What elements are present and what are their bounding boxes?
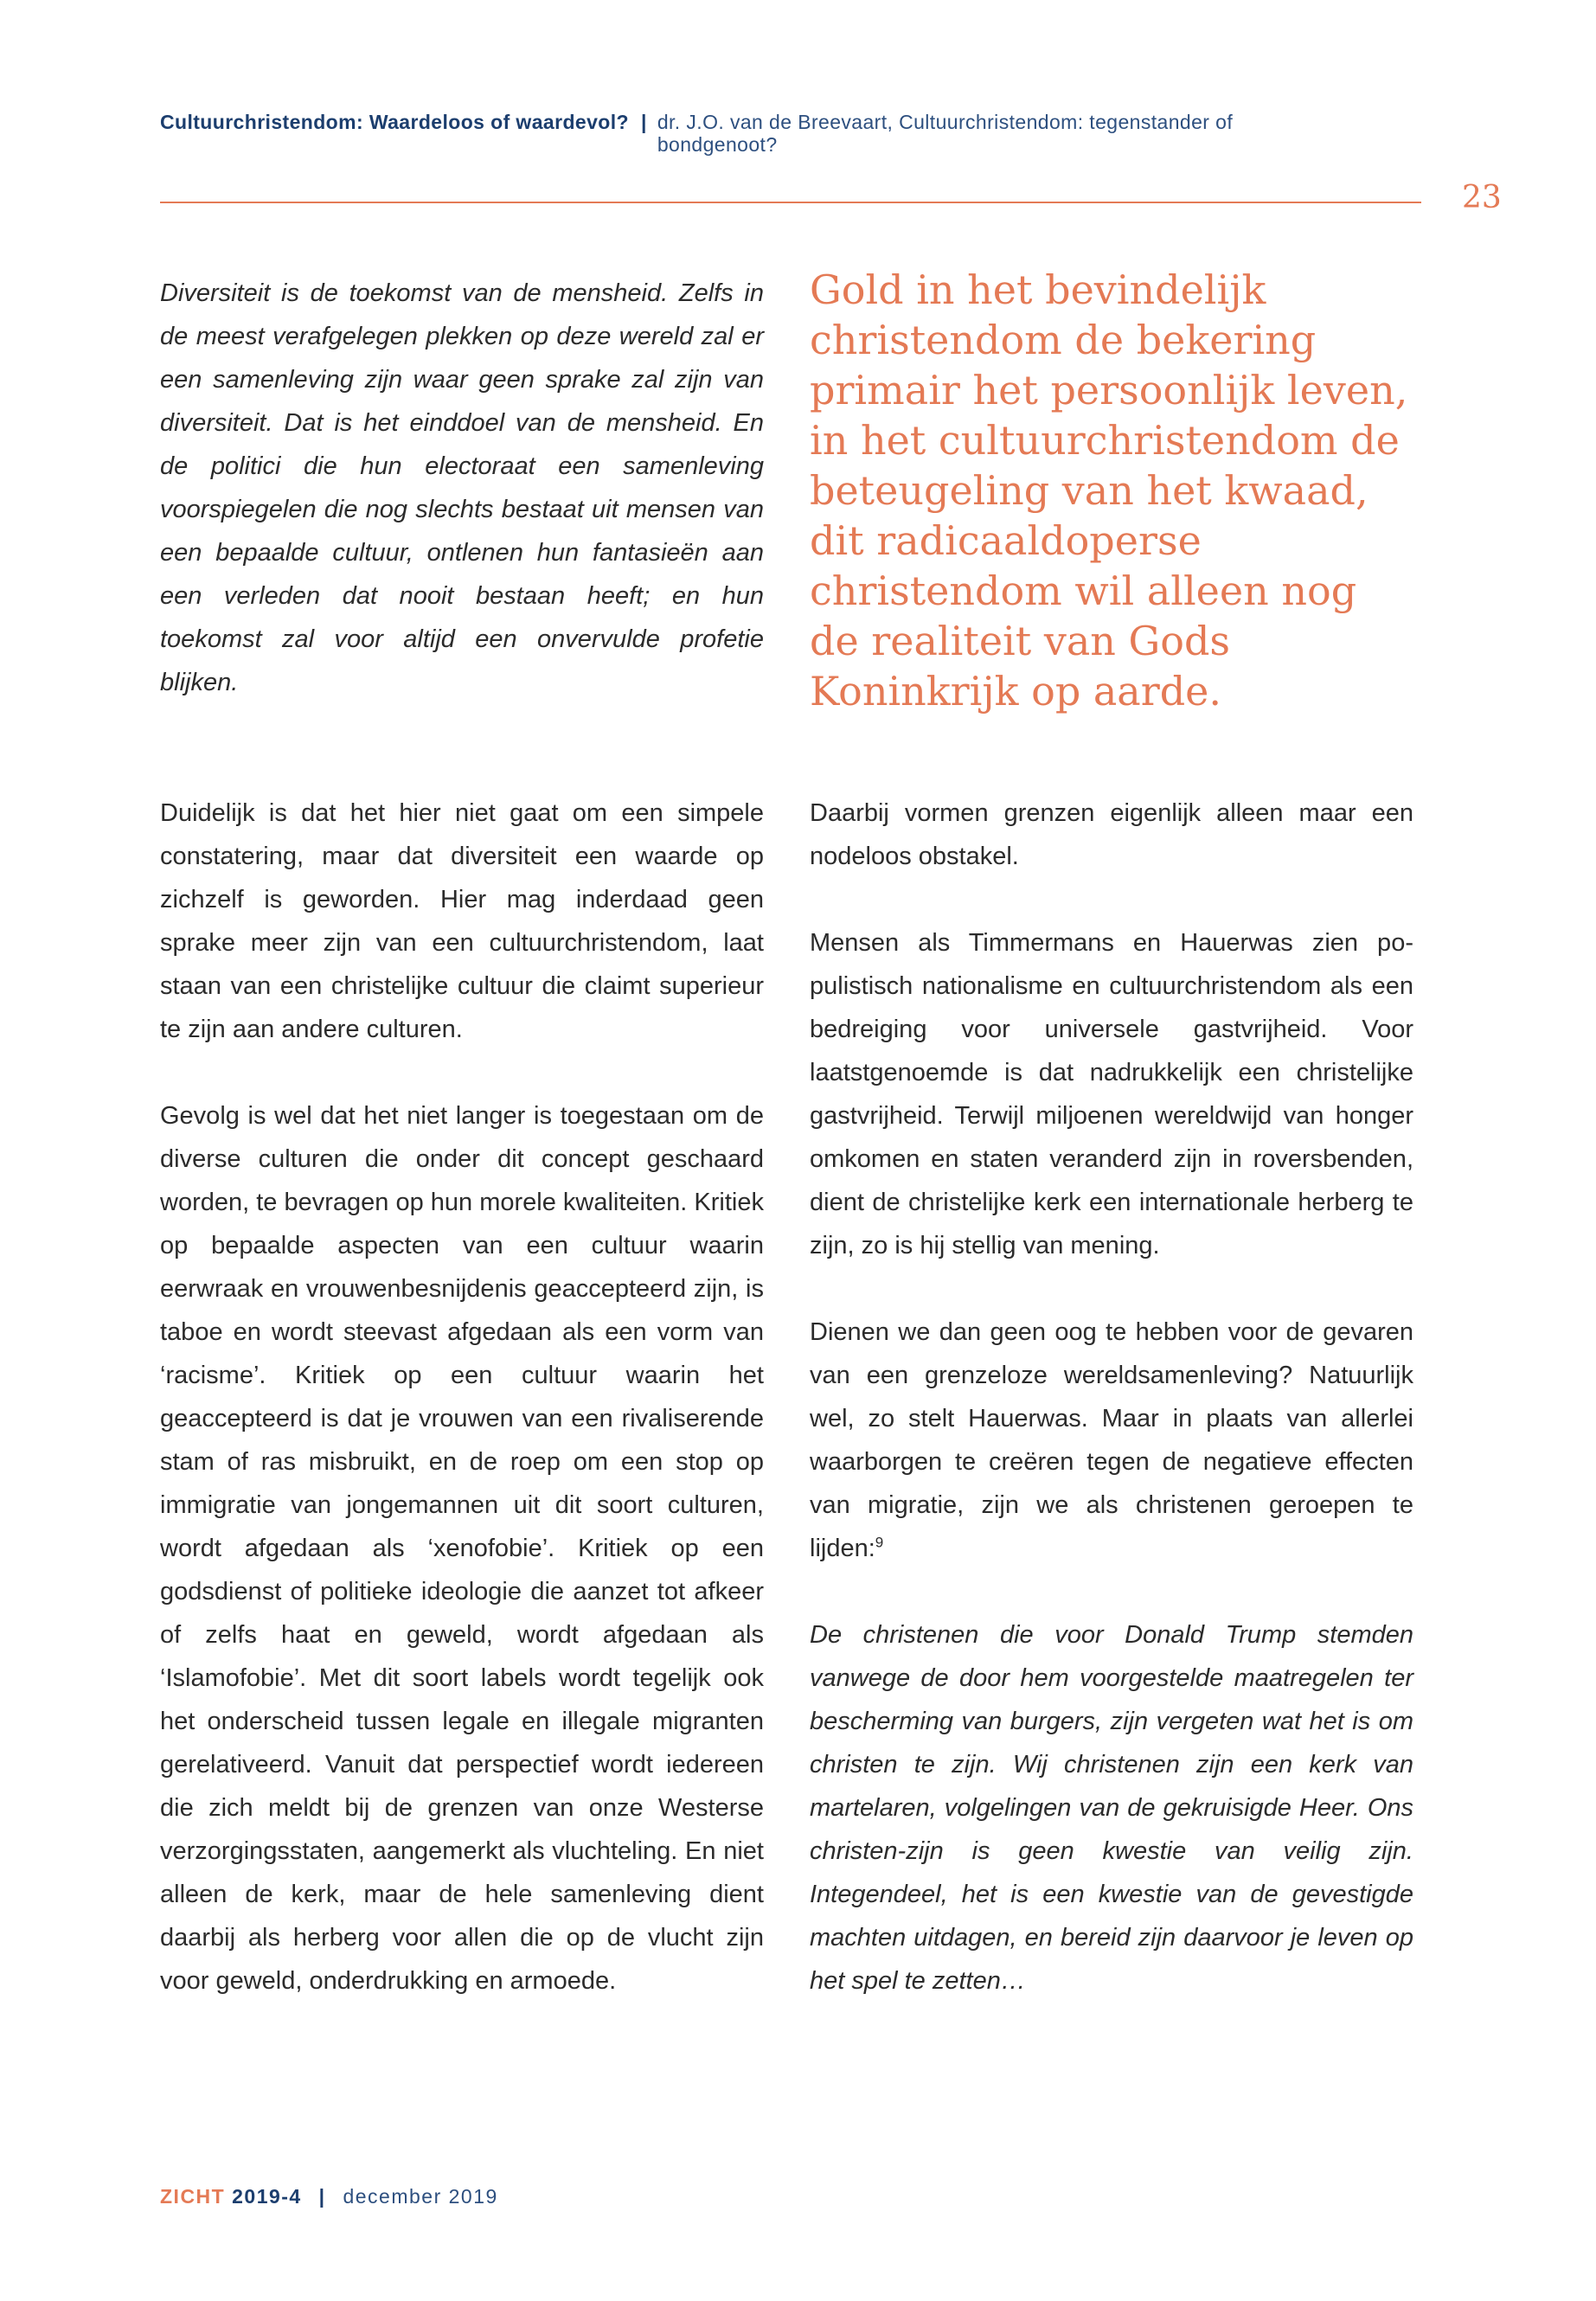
pull-quote: Gold in het bevindelijk christendom de bekering primair het persoonlijk leven, in het cultuurchristendom de beteugeling van het kwaad, dit radicaaldoperse christendom wil alleen nog de realiteit van Gods Koninkrijk op aarde. — [810, 266, 1408, 715]
block-quote-diversiteit: Diversiteit is de toekomst van de mensheid. Zelfs in de meest verafgelegen plekken op deze wereld zal er een samenleving zijn waar geen sprake zal zijn van diversiteit. Dat is het einddoel van de mensheid. En de politici die hun electoraat een samenleving voorspiegelen die nog slechts bestaat uit mensen van een bepaalde cultuur, ontlenen hun fantasieën aan een verleden dat nooit bestaan heeft; en hun toekomst zal voor altijd een onvervulde profetie blijken. — [160, 279, 764, 696]
running-header — [160, 111, 1414, 157]
paragraph-with-footnote — [810, 1311, 1413, 1570]
header-separator: | — [640, 111, 647, 133]
header-subtitle: dr. J.O. van de Breevaart, Cultuurchristendom: tegenstander of bondgenoot? — [657, 111, 1234, 157]
paragraph: Gevolg is wel dat het niet langer is toegestaan om de diverse culturen die onder dit concept geschaard worden, te bevragen op hun morele kwaliteiten. Kritiek op bepaalde aspecten van een cultuur waarin eerwraak en vrouwenbesnijdenis geaccepteerd zijn, is taboe en wordt steevast afgedaan als een vorm van ‘racisme’. Kritiek op een cultuur waarin het geaccepteerd is dat je vrouwen van een rivaliserende stam of ras misbruikt, en de roep om een stop op immigratie van jongemannen uit dit soort culturen, wordt afgedaan als ‘xenofobie’. Kritiek op een godsdienst of politieke ideologie die aanzet tot afkeer of zelfs haat en geweld, wordt afgedaan als ‘Islamofobie’. Met dit soort labels wordt tegelijk ook het onderscheid tussen legale en illegale migranten gerelativeerd. Vanuit dat perspectief wordt iedereen die zich meldt bij de grenzen van onze Westerse verzorgingsstaten, aangemerkt als vluchteling. En niet alleen de kerk, maar de hele samenleving dient daarbij als herberg voor allen die op de vlucht zijn voor geweld, onderdrukking en armoede. — [160, 1102, 764, 1995]
paragraph-text: Dienen we dan geen oog te hebben voor de gevaren van een grenzeloze wereldsamenleving? Natuurlijk wel, zo stelt Hauerwas. Maar in plaats van allerlei waarborgen te creëren tegen de negatieve effecten van migratie, zijn we als christenen geroepen te lijden: — [810, 1318, 1413, 1562]
right-column-body — [810, 792, 1413, 2003]
footer — [160, 2185, 498, 2208]
paragraph: Mensen als Timmermans en Hauerwas zien populistisch nationalisme en cultuurchristendom als een bedreiging voor universele gastvrijheid. Voor laatstgenoemde is dat nadrukkelijk een christelijke gastvrijheid. Terwijl miljoenen wereldwijd van honger omkomen en staten veranderd zijn in roversbenden, dient de christelijke kerk een internationale herberg te zijn, zo is hij stellig van mening. — [810, 929, 1413, 1259]
footnote-marker[interactable]: 9 — [875, 1534, 884, 1551]
page-number: 23 — [1462, 180, 1502, 215]
paragraph: Daarbij vormen grenzen eigenlijk alleen maar een nodeloos obstakel. — [810, 799, 1413, 870]
footer-brand: ZICHT — [160, 2185, 226, 2208]
header-title: Cultuurchristendom: Waardeloos of waardevol? — [160, 111, 629, 133]
header-rule — [160, 202, 1421, 203]
paragraph: Duidelijk is dat het hier niet gaat om een simpele constatering, maar dat diversiteit een waarde op zichzelf is geworden. Hier mag inderdaad geen sprake meer zijn van een cultuurchristendom, laat staan van een christelijke cultuur die claimt superieur te zijn aan andere culturen. — [160, 799, 764, 1043]
left-column-quote — [160, 272, 764, 704]
footer-separator: | — [318, 2185, 326, 2208]
left-column-body — [160, 792, 764, 2003]
block-quote-hauerwas: De christenen die voor Donald Trump stemden vanwege de door hem voorgestelde maatregelen ter bescherming van burgers, zijn vergeten wat het is om christen te zijn. Wij christenen zijn een kerk van martelaren, volgelingen van de gekruisigde Heer. Ons christen-zijn is geen kwestie van veilig zijn. Integendeel, het is een kwestie van de gevestigde machten uitdagen, en bereid zijn daarvoor je leven op het spel te zetten… — [810, 1621, 1413, 1995]
footer-date: december 2019 — [343, 2185, 498, 2208]
footer-issue: 2019-4 — [232, 2185, 302, 2208]
